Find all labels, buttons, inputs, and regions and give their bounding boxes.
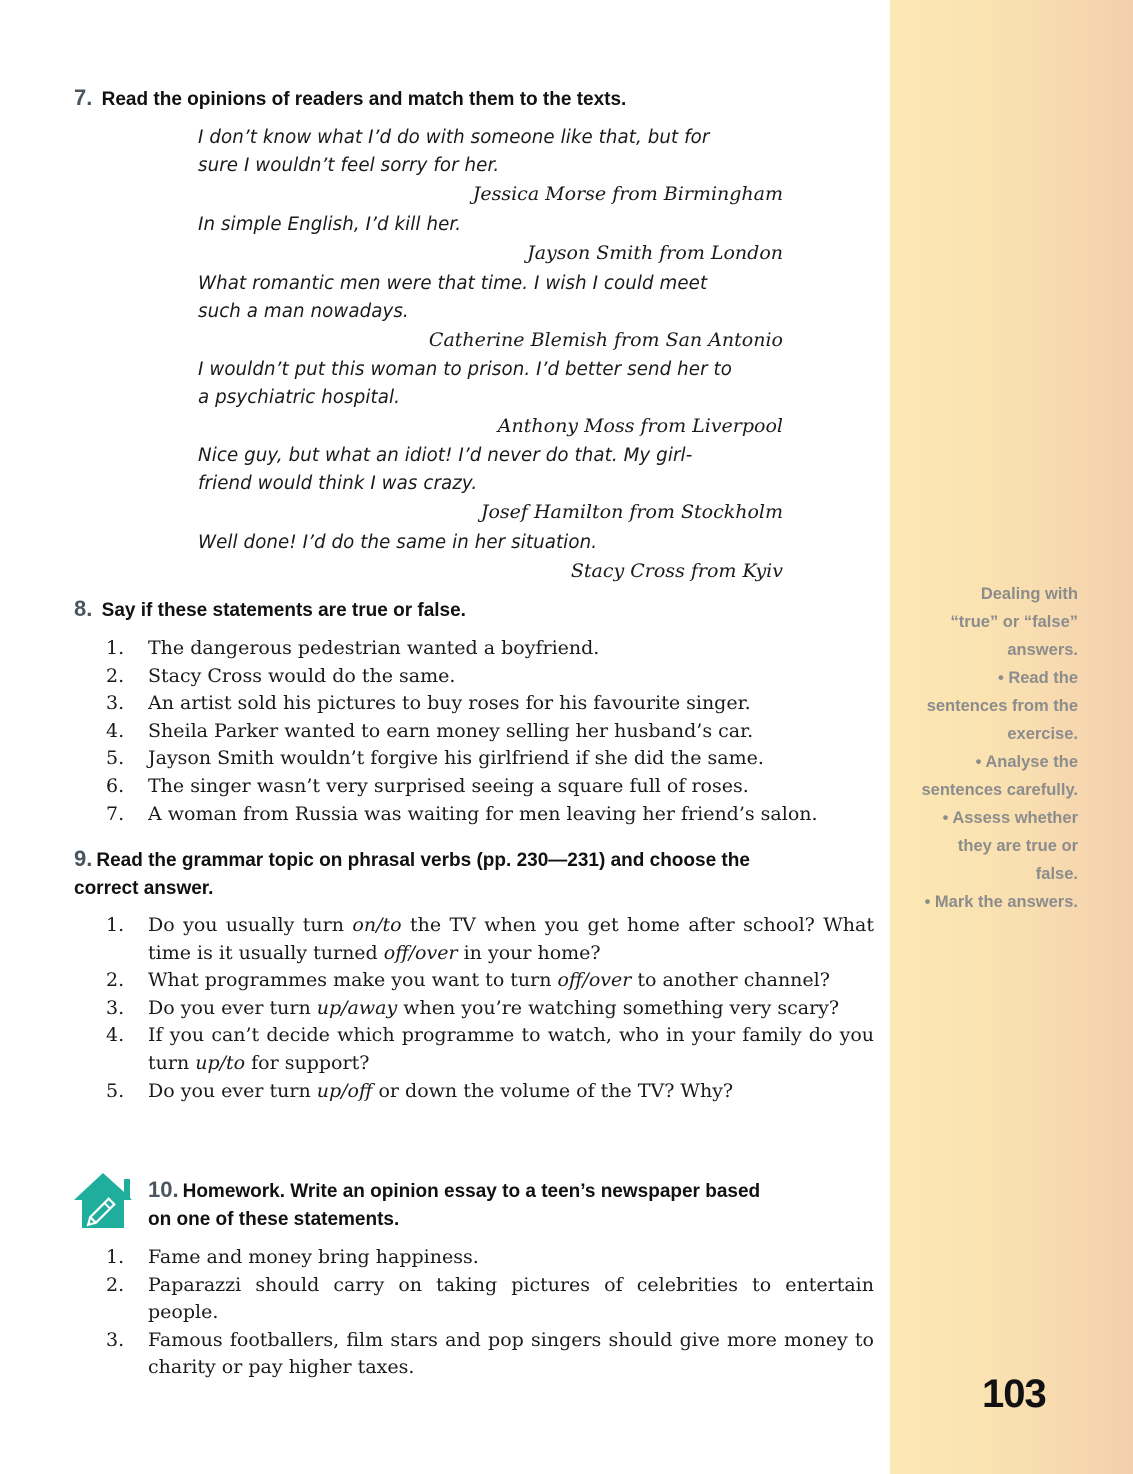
opinion-item bbox=[198, 529, 783, 585]
opinion-item bbox=[198, 442, 783, 526]
task-title-line2: correct answer. bbox=[74, 878, 214, 899]
list-item: 1. Do you usually turn on/to the TV when you get home after school? What time is it usually turned off/over in your home? bbox=[106, 914, 874, 964]
tip-line: false. bbox=[1035, 865, 1078, 883]
opinion-text: Well done! I’d do the same in her situation. bbox=[198, 532, 598, 553]
list-item: 5. Do you ever turn up/off or down the volume of the TV? Why? bbox=[106, 1079, 734, 1102]
task-title-line2: on one of these statements. bbox=[148, 1209, 400, 1230]
answer-choice: on/to bbox=[352, 914, 402, 936]
list-item: 7. A woman from Russia was waiting for men leaving her friend’s salon. bbox=[106, 802, 818, 825]
list-item: 2. What programmes make you want to turn off/over to another channel? bbox=[106, 969, 830, 992]
task-number: 9. bbox=[74, 846, 93, 871]
task-8-heading bbox=[74, 595, 466, 625]
task-10-heading bbox=[148, 1176, 878, 1234]
opinion-item bbox=[198, 270, 783, 354]
opinion-author: Anthony Moss from Liverpool bbox=[497, 415, 783, 437]
list-item: 3. An artist sold his pictures to buy roses for his favourite singer. bbox=[106, 692, 751, 715]
list-item: 4. Sheila Parker wanted to earn money selling her husband’s car. bbox=[106, 719, 754, 742]
opinion-item bbox=[198, 356, 783, 440]
opinion-text: I wouldn’t put this woman to prison. I’d better send her to a psychiatric hospital. bbox=[198, 359, 732, 408]
tip-line: answers. bbox=[1007, 641, 1078, 659]
task-title: Read the opinions of readers and match them to the texts. bbox=[101, 89, 627, 110]
list-item: 4. If you can’t decide which programme to watch, who in your family do you turn up/to for support? bbox=[106, 1024, 874, 1074]
tip-line: “true” or “false” bbox=[950, 613, 1078, 631]
list-item: 5. Jayson Smith wouldn’t forgive his girlfriend if she did the same. bbox=[106, 747, 764, 770]
task-title: Say if these statements are true or false. bbox=[101, 600, 466, 621]
task-9-heading bbox=[74, 845, 874, 903]
list-item: 2. Stacy Cross would do the same. bbox=[106, 664, 456, 687]
tip-line: Dealing with bbox=[980, 585, 1078, 603]
phrasal-verb-questions bbox=[106, 912, 874, 1105]
tip-line: • Assess whether bbox=[942, 809, 1078, 827]
page-number: 103 bbox=[982, 1372, 1046, 1416]
answer-choice: off/over bbox=[557, 969, 632, 992]
opinion-item bbox=[198, 211, 783, 267]
opinion-author: Jayson Smith from London bbox=[527, 242, 783, 264]
list-item: 1. Fame and money bring happiness. bbox=[106, 1246, 479, 1268]
list-item: 1. The dangerous pedestrian wanted a boyfriend. bbox=[106, 637, 600, 659]
true-false-statements bbox=[106, 635, 874, 828]
opinion-author: Jessica Morse from Birmingham bbox=[472, 183, 783, 205]
opinion-item bbox=[198, 124, 783, 208]
tip-line: they are true or bbox=[957, 837, 1078, 855]
answer-choice: up/off bbox=[316, 1079, 373, 1102]
answer-choice: off/over bbox=[383, 941, 458, 964]
task-number: 10. bbox=[148, 1177, 179, 1202]
opinion-text: Nice guy, but what an idiot! I’d never do that. My girl- friend would think I was crazy. bbox=[198, 445, 693, 494]
study-tip-box bbox=[898, 580, 1078, 916]
task-7-heading bbox=[74, 84, 626, 114]
tip-line: exercise. bbox=[1007, 725, 1078, 743]
homework-house-pencil-icon bbox=[72, 1170, 134, 1230]
opinion-text: What romantic men were that time. I wish I could meet such a man nowadays. bbox=[198, 273, 708, 322]
tip-line: • Analyse the bbox=[975, 753, 1078, 771]
list-item: 3. Do you ever turn up/away when you’re watching something very scary? bbox=[106, 996, 840, 1019]
opinion-author: Catherine Blemish from San Antonio bbox=[428, 329, 783, 351]
opinion-author: Josef Hamilton from Stockholm bbox=[480, 501, 783, 523]
task-number: 7. bbox=[74, 85, 93, 110]
tip-line: sentences from the bbox=[926, 697, 1078, 715]
tip-line: sentences carefully. bbox=[921, 781, 1078, 799]
list-item: 6. The singer wasn’t very surprised seeing a square full of roses. bbox=[106, 774, 749, 797]
answer-choice: up/away bbox=[316, 996, 398, 1019]
reader-opinions bbox=[198, 124, 783, 585]
list-item: 2. Paparazzi should carry on taking pictures of celebrities to entertain people. bbox=[106, 1273, 874, 1324]
homework-statements bbox=[106, 1244, 874, 1382]
opinion-author: Stacy Cross from Kyiv bbox=[570, 560, 783, 582]
tip-line: • Read the bbox=[997, 669, 1078, 687]
list-item: 3. Famous footballers, film stars and pop singers should give more money to charity or pay higher taxes. bbox=[106, 1328, 874, 1379]
tip-line: • Mark the answers. bbox=[924, 893, 1078, 911]
task-title-line1: Read the grammar topic on phrasal verbs (pp. 230—231) and choose the bbox=[96, 850, 750, 871]
answer-choice: up/to bbox=[195, 1051, 246, 1074]
opinion-text: In simple English, I’d kill her. bbox=[198, 214, 462, 235]
opinion-text: I don’t know what I’d do with someone like that, but for sure I wouldn’t feel sorry for her. bbox=[198, 127, 710, 176]
task-number: 8. bbox=[74, 596, 93, 621]
task-title-line1: Homework. Write an opinion essay to a teen’s newspaper based bbox=[182, 1181, 761, 1202]
